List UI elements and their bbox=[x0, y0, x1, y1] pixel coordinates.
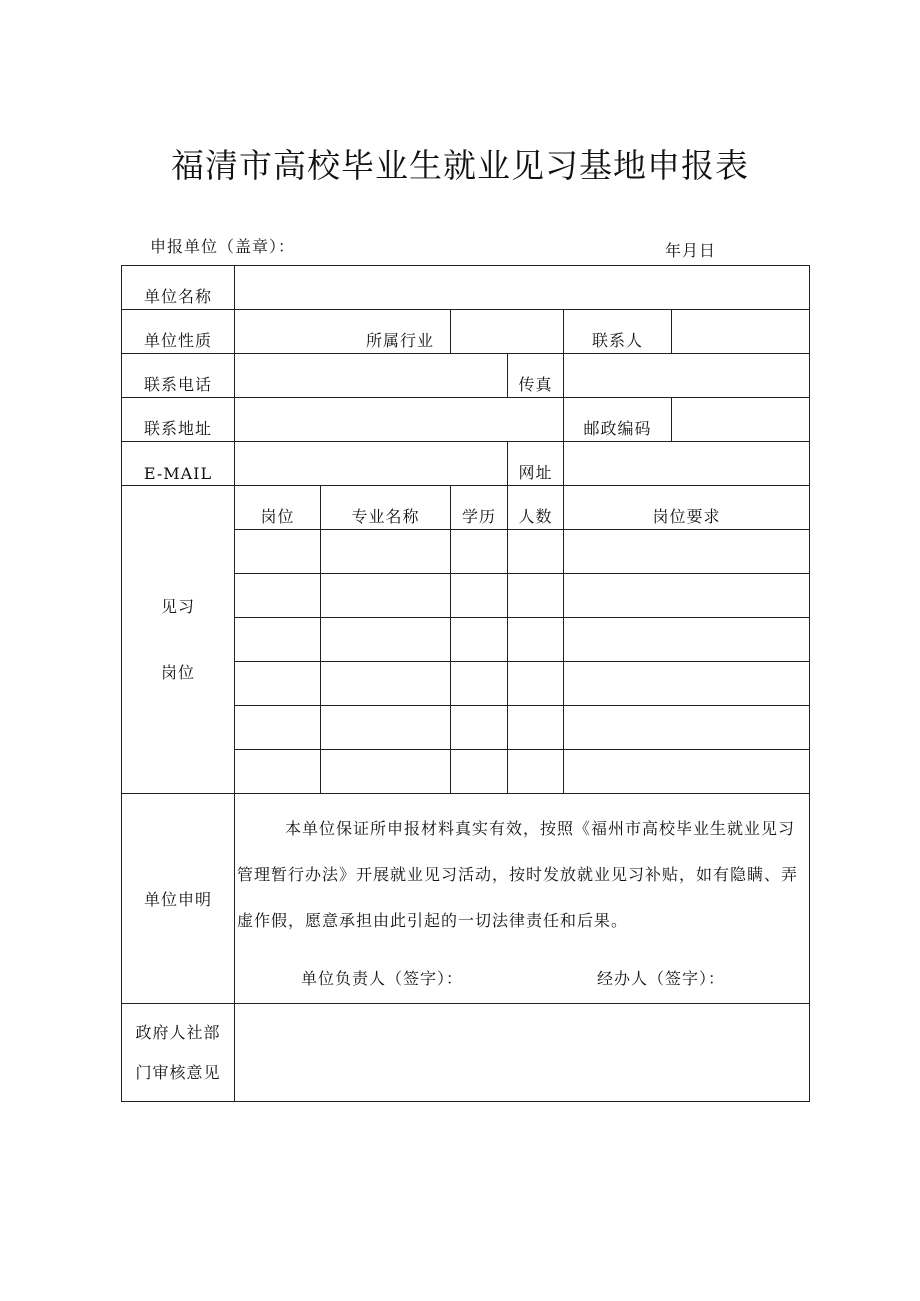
requirements-cell[interactable] bbox=[564, 706, 810, 750]
review-opinion-field[interactable] bbox=[235, 1004, 810, 1102]
education-cell[interactable] bbox=[451, 750, 508, 794]
headcount-cell[interactable] bbox=[508, 662, 564, 706]
education-cell[interactable] bbox=[451, 618, 508, 662]
requirements-cell[interactable] bbox=[564, 618, 810, 662]
unit-name-label: 单位名称 bbox=[122, 266, 235, 310]
positions-label-line1: 见习 bbox=[160, 596, 195, 616]
email-label: E-MAIL bbox=[122, 442, 235, 486]
declaration-content bbox=[235, 794, 810, 1004]
positions-label-line2: 岗位 bbox=[160, 662, 195, 682]
major-cell[interactable] bbox=[321, 530, 451, 574]
col-header-headcount: 人数 bbox=[508, 486, 564, 530]
requirements-cell[interactable] bbox=[564, 750, 810, 794]
postcode-label: 邮政编码 bbox=[564, 398, 672, 442]
col-header-major: 专业名称 bbox=[321, 486, 451, 530]
industry-label: 所属行业 bbox=[235, 310, 451, 354]
major-cell[interactable] bbox=[321, 618, 451, 662]
form-title: 福清市高校毕业生就业见习基地申报表 bbox=[171, 146, 749, 185]
position-cell[interactable] bbox=[235, 750, 321, 794]
requirements-cell[interactable] bbox=[564, 530, 810, 574]
contact-person-field[interactable] bbox=[672, 310, 810, 354]
position-cell[interactable] bbox=[235, 530, 321, 574]
declaration-label: 单位申明 bbox=[122, 794, 235, 1004]
education-cell[interactable] bbox=[451, 662, 508, 706]
requirements-cell[interactable] bbox=[564, 662, 810, 706]
address-label: 联系地址 bbox=[122, 398, 235, 442]
position-cell[interactable] bbox=[235, 662, 321, 706]
date-label: 年月日 bbox=[665, 241, 717, 260]
principal-signature-label: 单位负责人（签字）： bbox=[301, 969, 464, 988]
headcount-cell[interactable] bbox=[508, 706, 564, 750]
headcount-cell[interactable] bbox=[508, 618, 564, 662]
unit-name-field[interactable] bbox=[235, 266, 810, 310]
postcode-field[interactable] bbox=[672, 398, 810, 442]
education-cell[interactable] bbox=[451, 574, 508, 618]
requirements-cell[interactable] bbox=[564, 574, 810, 618]
phone-field[interactable] bbox=[235, 354, 508, 398]
signature-row bbox=[237, 956, 805, 996]
major-cell[interactable] bbox=[321, 750, 451, 794]
internship-positions-label bbox=[122, 486, 235, 794]
headcount-cell[interactable] bbox=[508, 530, 564, 574]
industry-field[interactable] bbox=[451, 310, 564, 354]
unit-nature-label: 单位性质 bbox=[122, 310, 235, 354]
position-cell[interactable] bbox=[235, 706, 321, 750]
application-form-table bbox=[121, 265, 810, 1102]
review-label-line1: 政府人社部 bbox=[135, 1022, 221, 1042]
col-header-education: 学历 bbox=[451, 486, 508, 530]
declaration-text: 本单位保证所申报材料真实有效，按照《福州市高校毕业生就业见习管理暂行办法》开展就业见习活动，按时发放就业见习补贴，如有隐瞒、弄虚作假，愿意承担由此引起的一切法律责任和后果。 bbox=[237, 819, 799, 930]
education-cell[interactable] bbox=[451, 706, 508, 750]
major-cell[interactable] bbox=[321, 574, 451, 618]
review-label-line2: 门审核意见 bbox=[135, 1062, 221, 1082]
col-header-position: 岗位 bbox=[235, 486, 321, 530]
contact-person-label: 联系人 bbox=[564, 310, 672, 354]
headcount-cell[interactable] bbox=[508, 574, 564, 618]
website-label: 网址 bbox=[508, 442, 564, 486]
phone-label: 联系电话 bbox=[122, 354, 235, 398]
education-cell[interactable] bbox=[451, 530, 508, 574]
col-header-requirements: 岗位要求 bbox=[564, 486, 810, 530]
handler-signature-label: 经办人（签字）： bbox=[597, 969, 726, 988]
major-cell[interactable] bbox=[321, 662, 451, 706]
fax-field[interactable] bbox=[564, 354, 810, 398]
email-field[interactable] bbox=[235, 442, 508, 486]
address-field[interactable] bbox=[235, 398, 564, 442]
headcount-cell[interactable] bbox=[508, 750, 564, 794]
applicant-unit-label: 申报单位（盖章）： bbox=[150, 237, 296, 256]
position-cell[interactable] bbox=[235, 618, 321, 662]
fax-label: 传真 bbox=[508, 354, 564, 398]
major-cell[interactable] bbox=[321, 706, 451, 750]
position-cell[interactable] bbox=[235, 574, 321, 618]
review-opinion-label bbox=[122, 1004, 235, 1102]
website-field[interactable] bbox=[564, 442, 810, 486]
